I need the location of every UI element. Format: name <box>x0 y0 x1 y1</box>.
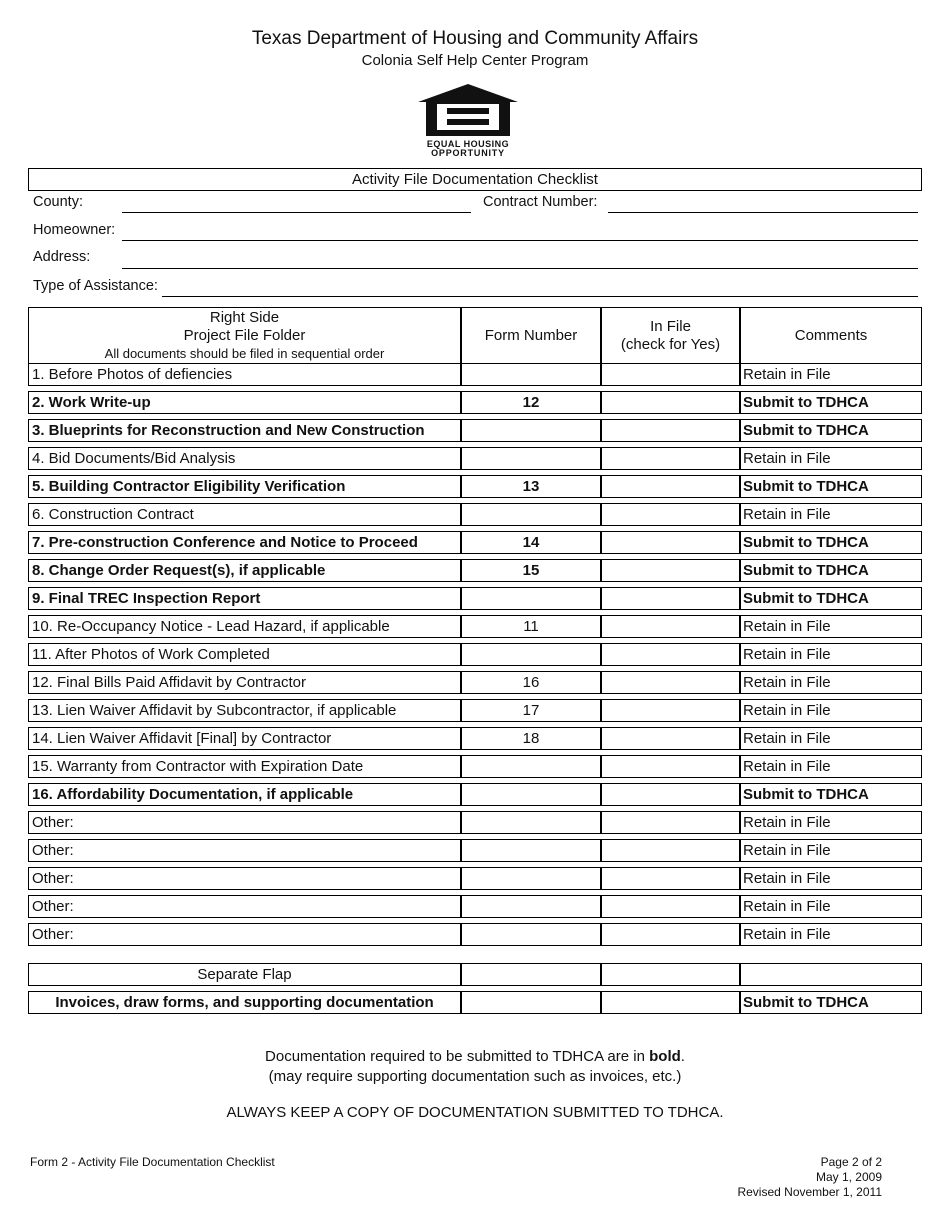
form-date: May 1, 2009 <box>815 1170 882 1184</box>
bold-word: bold <box>649 1048 681 1065</box>
table-row <box>28 503 922 526</box>
homeowner-field[interactable] <box>122 240 918 241</box>
row-item: Other: <box>28 839 461 862</box>
row-in-file-checkbox[interactable] <box>601 587 740 610</box>
row-form-number <box>461 419 601 442</box>
header-right-side: Right Side <box>209 308 280 326</box>
table-row <box>28 755 922 778</box>
row-in-file-checkbox[interactable] <box>601 363 740 386</box>
logo-text-1: EQUAL HOUSING <box>426 139 510 149</box>
row-comment: Submit to TDHCA <box>740 559 922 582</box>
row-item: 14. Lien Waiver Affidavit [Final] by Contractor <box>28 727 461 750</box>
row-form-number <box>461 587 601 610</box>
table-header-row <box>28 307 922 364</box>
table-row <box>28 419 922 442</box>
row-item: 10. Re-Occupancy Notice - Lead Hazard, if applicable <box>28 615 461 638</box>
table-row <box>28 587 922 610</box>
address-label: Address: <box>33 249 91 265</box>
row-in-file-checkbox[interactable] <box>601 475 740 498</box>
separate-flap-header-row <box>28 963 922 986</box>
row-form-number <box>461 503 601 526</box>
supporting-docs-note: (may require supporting documentation such as invoices, etc.) <box>268 1068 682 1085</box>
row-item: 4. Bid Documents/Bid Analysis <box>28 447 461 470</box>
row-form-number <box>461 811 601 834</box>
row-item: Other: <box>28 895 461 918</box>
row-form-number: 12 <box>461 391 601 414</box>
header-form-number: Form Number <box>461 307 601 364</box>
revised-date: Revised November 1, 2011 <box>737 1185 882 1199</box>
contract-number-label: Contract Number: <box>483 194 598 210</box>
contract-number-field[interactable] <box>608 212 918 213</box>
row-form-number <box>461 923 601 946</box>
checklist-banner: Activity File Documentation Checklist <box>28 168 922 191</box>
row-form-number: 17 <box>461 699 601 722</box>
keep-copy-note: ALWAYS KEEP A COPY OF DOCUMENTATION SUBMITTED TO TDHCA. <box>226 1104 724 1121</box>
logo-text-2: OPPORTUNITY <box>431 148 505 158</box>
row-comment: Retain in File <box>740 867 922 890</box>
row-comment: Retain in File <box>740 447 922 470</box>
type-of-assistance-field[interactable] <box>162 296 918 297</box>
footer-page-info <box>737 1155 882 1200</box>
row-comment: Submit to TDHCA <box>740 475 922 498</box>
row-item: 12. Final Bills Paid Affidavit by Contractor <box>28 671 461 694</box>
separate-flap-form-number <box>461 991 601 1014</box>
separate-flap-in-file-checkbox[interactable] <box>601 991 740 1014</box>
row-in-file-checkbox[interactable] <box>601 727 740 750</box>
row-form-number <box>461 643 601 666</box>
row-item: 7. Pre-construction Conference and Notice to Proceed <box>28 531 461 554</box>
row-form-number <box>461 895 601 918</box>
separate-flap-item: Invoices, draw forms, and supporting documentation <box>28 991 461 1014</box>
separate-flap-form-cell <box>461 963 601 986</box>
address-field[interactable] <box>122 268 918 269</box>
table-row <box>28 923 922 946</box>
row-item: 8. Change Order Request(s), if applicable <box>28 559 461 582</box>
row-in-file-checkbox[interactable] <box>601 615 740 638</box>
row-in-file-checkbox[interactable] <box>601 419 740 442</box>
row-form-number <box>461 783 601 806</box>
row-comment: Submit to TDHCA <box>740 391 922 414</box>
table-row <box>28 867 922 890</box>
row-in-file-checkbox[interactable] <box>601 559 740 582</box>
row-form-number: 15 <box>461 559 601 582</box>
row-in-file-checkbox[interactable] <box>601 531 740 554</box>
row-comment: Submit to TDHCA <box>740 531 922 554</box>
row-in-file-checkbox[interactable] <box>601 839 740 862</box>
row-comment: Retain in File <box>740 643 922 666</box>
row-comment: Retain in File <box>740 615 922 638</box>
row-in-file-checkbox[interactable] <box>601 783 740 806</box>
row-comment: Retain in File <box>740 895 922 918</box>
row-item: 3. Blueprints for Reconstruction and New Construction <box>28 419 461 442</box>
row-comment: Retain in File <box>740 671 922 694</box>
header-filing-note: All documents should be filed in sequential order <box>104 345 385 361</box>
page-number: Page 2 of 2 <box>820 1155 882 1169</box>
row-in-file-checkbox[interactable] <box>601 923 740 946</box>
table-row <box>28 391 922 414</box>
row-in-file-checkbox[interactable] <box>601 643 740 666</box>
header-in-file: In File (check for Yes) <box>601 307 740 364</box>
row-form-number <box>461 839 601 862</box>
separate-flap-title: Separate Flap <box>28 963 461 986</box>
row-form-number: 14 <box>461 531 601 554</box>
row-item: 2. Work Write-up <box>28 391 461 414</box>
table-row <box>28 643 922 666</box>
table-row <box>28 811 922 834</box>
row-comment: Retain in File <box>740 699 922 722</box>
row-comment: Retain in File <box>740 363 922 386</box>
row-item: 6. Construction Contract <box>28 503 461 526</box>
row-comment: Submit to TDHCA <box>740 419 922 442</box>
row-item: 5. Building Contractor Eligibility Verification <box>28 475 461 498</box>
row-form-number <box>461 447 601 470</box>
table-row <box>28 475 922 498</box>
row-form-number: 11 <box>461 615 601 638</box>
row-in-file-checkbox[interactable] <box>601 811 740 834</box>
row-item: 1. Before Photos of defiencies <box>28 363 461 386</box>
bold-note: Documentation required to be submitted to TDHCA are in bold. <box>265 1048 685 1065</box>
row-item: Other: <box>28 867 461 890</box>
form-name-footer: Form 2 - Activity File Documentation Checklist <box>30 1155 275 1169</box>
header-project-file <box>28 307 461 364</box>
county-label: County: <box>33 194 83 210</box>
separate-flap-infile-cell[interactable] <box>601 963 740 986</box>
row-comment: Retain in File <box>740 727 922 750</box>
row-comment: Retain in File <box>740 839 922 862</box>
page-subtitle: Colonia Self Help Center Program <box>361 52 589 69</box>
row-comment: Retain in File <box>740 503 922 526</box>
table-row <box>28 447 922 470</box>
table-row <box>28 615 922 638</box>
row-in-file-checkbox[interactable] <box>601 503 740 526</box>
row-in-file-checkbox[interactable] <box>601 391 740 414</box>
row-in-file-checkbox[interactable] <box>601 895 740 918</box>
row-item: Other: <box>28 923 461 946</box>
row-form-number <box>461 755 601 778</box>
row-in-file-checkbox[interactable] <box>601 755 740 778</box>
type-of-assistance-label: Type of Assistance: <box>33 278 158 294</box>
homeowner-label: Homeowner: <box>33 222 116 238</box>
table-row <box>28 895 922 918</box>
row-item: Other: <box>28 811 461 834</box>
row-comment: Submit to TDHCA <box>740 587 922 610</box>
separate-flap-row <box>28 991 922 1014</box>
separate-flap-comment-cell <box>740 963 922 986</box>
row-comment: Submit to TDHCA <box>740 783 922 806</box>
row-form-number <box>461 867 601 890</box>
header-project-file-folder: Project File Folder <box>183 326 306 344</box>
row-form-number <box>461 363 601 386</box>
row-item: 9. Final TREC Inspection Report <box>28 587 461 610</box>
row-item: 11. After Photos of Work Completed <box>28 643 461 666</box>
row-comment: Retain in File <box>740 755 922 778</box>
row-comment: Retain in File <box>740 811 922 834</box>
table-row <box>28 783 922 806</box>
row-in-file-checkbox[interactable] <box>601 447 740 470</box>
row-form-number: 16 <box>461 671 601 694</box>
row-form-number: 13 <box>461 475 601 498</box>
row-form-number: 18 <box>461 727 601 750</box>
table-row <box>28 839 922 862</box>
table-row <box>28 727 922 750</box>
row-item: 15. Warranty from Contractor with Expiration Date <box>28 755 461 778</box>
row-item: 13. Lien Waiver Affidavit by Subcontractor, if applicable <box>28 699 461 722</box>
table-row <box>28 363 922 386</box>
table-row <box>28 699 922 722</box>
row-comment: Retain in File <box>740 923 922 946</box>
row-in-file-checkbox[interactable] <box>601 699 740 722</box>
row-item: 16. Affordability Documentation, if applicable <box>28 783 461 806</box>
table-row <box>28 671 922 694</box>
row-in-file-checkbox[interactable] <box>601 867 740 890</box>
equal-housing-opportunity-logo <box>417 82 519 158</box>
table-row <box>28 559 922 582</box>
separate-flap-comment: Submit to TDHCA <box>740 991 922 1014</box>
county-field[interactable] <box>122 212 471 213</box>
page-title: Texas Department of Housing and Community Affairs <box>251 28 699 49</box>
row-in-file-checkbox[interactable] <box>601 671 740 694</box>
table-row <box>28 531 922 554</box>
header-comments: Comments <box>740 307 922 364</box>
